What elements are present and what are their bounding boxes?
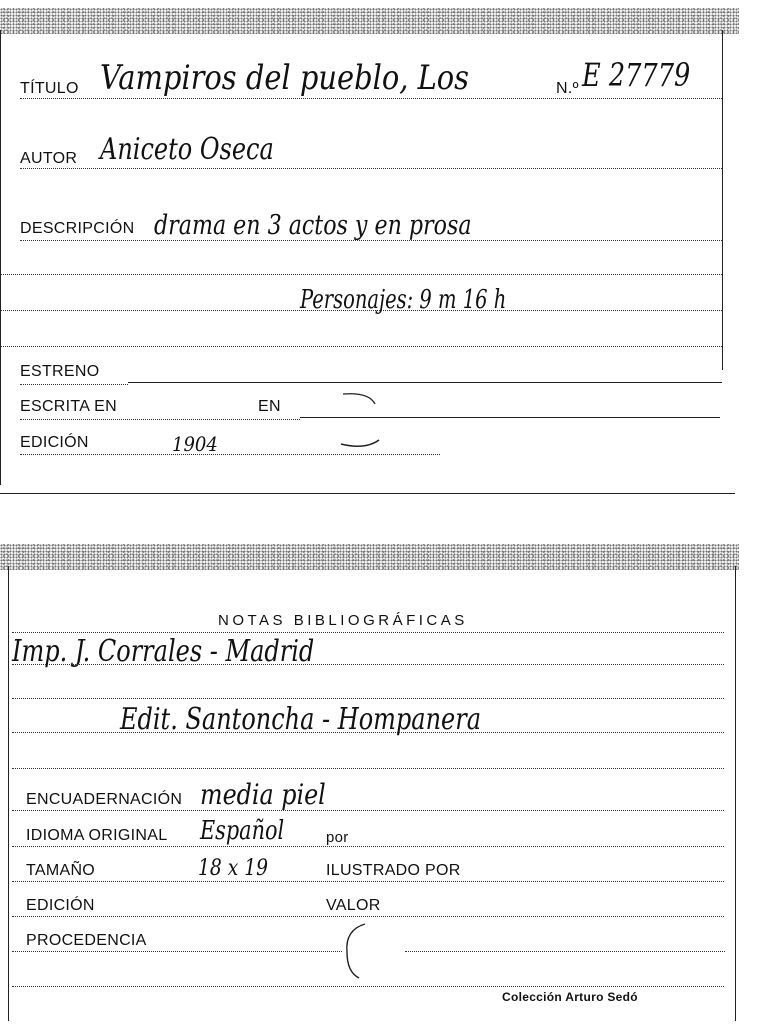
rule-final (12, 986, 724, 987)
ilustrado-label: ILUSTRADO POR (326, 862, 461, 879)
card-left-edge (8, 566, 9, 1021)
rule-descripcion (20, 240, 722, 241)
rule-estreno (128, 382, 722, 383)
rule-blank-3 (0, 346, 722, 347)
encuadernacion-label: ENCUADERNACIÓN (26, 791, 183, 808)
idioma-value: Español (200, 816, 285, 846)
ink-bracket-mark (335, 918, 385, 984)
numero-value: E 27779 (582, 56, 691, 94)
catalog-card-back (0, 540, 759, 1028)
rule-nota-3 (12, 768, 724, 769)
scan-noise-top (0, 544, 739, 570)
rule-blank-2 (0, 310, 722, 311)
valor-label: VALOR (326, 897, 381, 914)
rule-encuadernacion (12, 810, 724, 811)
estreno-label: ESTRENO (20, 363, 100, 380)
tamano-value: 18 x 19 (198, 856, 269, 881)
personajes-value: Personajes: 9 m 16 h (300, 285, 507, 315)
rule-estreno-dots (20, 384, 128, 385)
encuadernacion-value: media piel (200, 778, 326, 811)
nota-line-2: Edit. Santoncha - Hompanera (120, 702, 482, 737)
rule-autor (20, 168, 722, 169)
por-label: por (326, 829, 349, 846)
catalog-card-front (0, 0, 759, 495)
autor-label: AUTOR (20, 150, 78, 167)
rule-edicion-valor (12, 916, 724, 917)
rule-procedencia-left (12, 951, 342, 952)
edicion-label: EDICIÓN (20, 434, 89, 451)
edicion-value: 1904 (172, 432, 218, 456)
en-label: EN (258, 398, 281, 415)
nota-line-1: Imp. J. Corrales - Madrid (12, 634, 315, 669)
rule-nota-blank (12, 698, 724, 699)
rule-escrita-dots (20, 419, 300, 420)
autor-value: Aniceto Oseca (100, 132, 274, 167)
rule-procedencia-right (405, 951, 725, 952)
tamano-label: TAMAÑO (26, 862, 96, 879)
titulo-value: Vampiros del pueblo, Los (100, 58, 470, 98)
descripcion-label: DESCRIPCIÓN (20, 220, 135, 237)
idioma-label: IDIOMA ORIGINAL (26, 827, 168, 844)
card-left-edge (0, 30, 1, 485)
rule-nota-2 (12, 732, 724, 733)
ink-bracket-mark (335, 390, 385, 452)
titulo-label: TÍTULO (20, 80, 79, 97)
edicion-label: EDICIÓN (26, 897, 95, 914)
notas-title: NOTAS BIBLIOGRÁFICAS (218, 612, 468, 629)
rule-notas (12, 632, 724, 633)
rule-nota-1 (12, 664, 724, 665)
card-right-edge (722, 30, 723, 370)
rule-blank-1 (0, 274, 722, 275)
descripcion-value: drama en 3 actos y en prosa (154, 210, 472, 241)
escrita-en-label: ESCRITA EN (20, 398, 117, 415)
scan-noise-top (0, 8, 739, 34)
rule-tamano (12, 881, 724, 882)
procedencia-label: PROCEDENCIA (26, 932, 147, 949)
rule-edicion (20, 454, 440, 455)
rule-titulo (20, 98, 722, 99)
rule-idioma (12, 846, 724, 847)
card-bottom-edge (0, 493, 735, 494)
card-right-edge (735, 566, 736, 1021)
collection-footer: Colección Arturo Sedó (502, 990, 638, 1004)
numero-label: N.º (556, 80, 579, 97)
